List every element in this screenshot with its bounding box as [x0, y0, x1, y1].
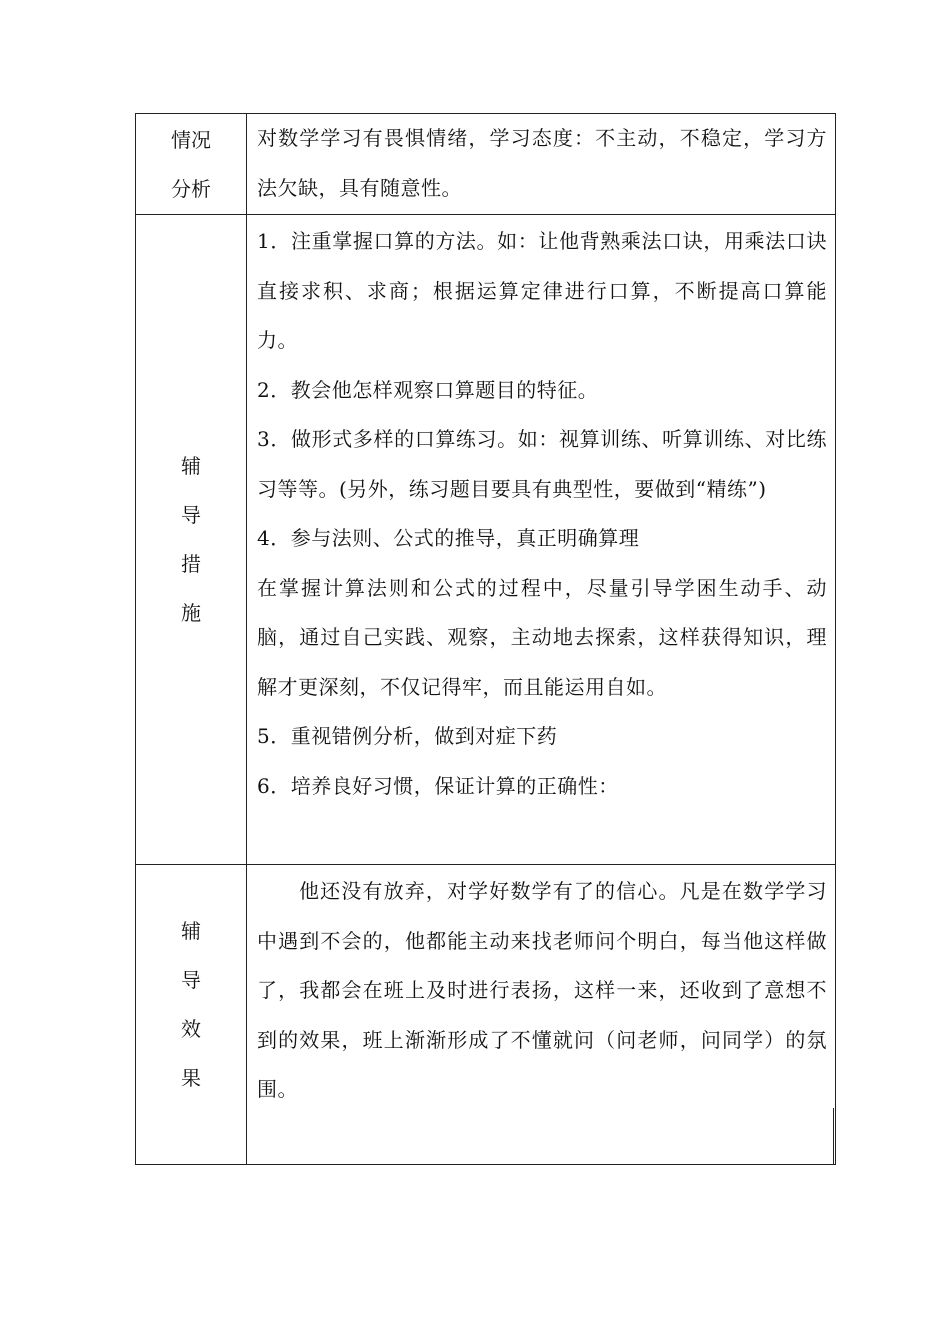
table-edge-line	[833, 1108, 834, 1164]
row-content-counseling-measures	[247, 215, 836, 865]
paragraph-measure-3: 3．做形式多样的口算练习。如：视算训练、听算训练、对比练习等等。(另外，练习题目要具有典型性，要做到“精练”)	[257, 427, 827, 501]
paragraph-measure-4: 4．参与法则、公式的推导，真正明确算理	[257, 526, 640, 550]
table-row-counseling-effect	[136, 865, 836, 1165]
table-row-situation-analysis	[136, 114, 836, 215]
label-line: 辅	[181, 918, 201, 943]
label-line: 措	[181, 551, 201, 576]
row-label-counseling-effect	[136, 865, 247, 1165]
label-line: 施	[181, 600, 201, 625]
label-line: 情况	[171, 128, 211, 152]
paragraph-effect: 他还没有放弃，对学好数学有了的信心。凡是在数学学习中遇到不会的，他都能主动来找老师问个明白，每当他这样做了，我都会在班上及时进行表扬，这样一来，还收到了意想不到的效果，班上渐渐形成了不懂就问（问老师，问同学）的氛围。	[257, 879, 827, 1101]
label-line: 果	[181, 1065, 201, 1090]
paragraph-measure-5: 5．重视错例分析，做到对症下药	[257, 724, 558, 748]
counseling-record-table	[135, 113, 836, 1165]
label-line: 分析	[171, 177, 211, 201]
paragraph: 对数学学习有畏惧情绪，学习态度：不主动，不稳定，学习方法欠缺，具有随意性。	[257, 126, 827, 200]
paragraph-measure-1: 1．注重掌握口算的方法。如：让他背熟乘法口诀，用乘法口诀直接求积、求商；根据运算定律进行口算，不断提高口算能力。	[257, 229, 827, 352]
paragraph-measure-6: 6．培养良好习惯，保证计算的正确性：	[257, 773, 619, 798]
row-content-counseling-effect	[247, 865, 836, 1165]
label-line: 效	[181, 1016, 201, 1041]
label-line: 导	[181, 967, 201, 992]
label-line: 辅	[181, 453, 201, 478]
table-row-counseling-measures	[136, 215, 836, 865]
row-label-situation-analysis	[136, 114, 247, 215]
paragraph-measure-2: 2．教会他怎样观察口算题目的特征。	[257, 377, 599, 402]
label-line: 导	[181, 502, 201, 527]
row-content-situation-analysis	[247, 114, 836, 215]
row-label-counseling-measures	[136, 215, 247, 865]
paragraph-measure-4-detail: 在掌握计算法则和公式的过程中，尽量引导学困生动手、动脑，通过自己实践、观察，主动地去探索，这样获得知识，理解才更深刻，不仅记得牢，而且能运用自如。	[257, 575, 827, 699]
